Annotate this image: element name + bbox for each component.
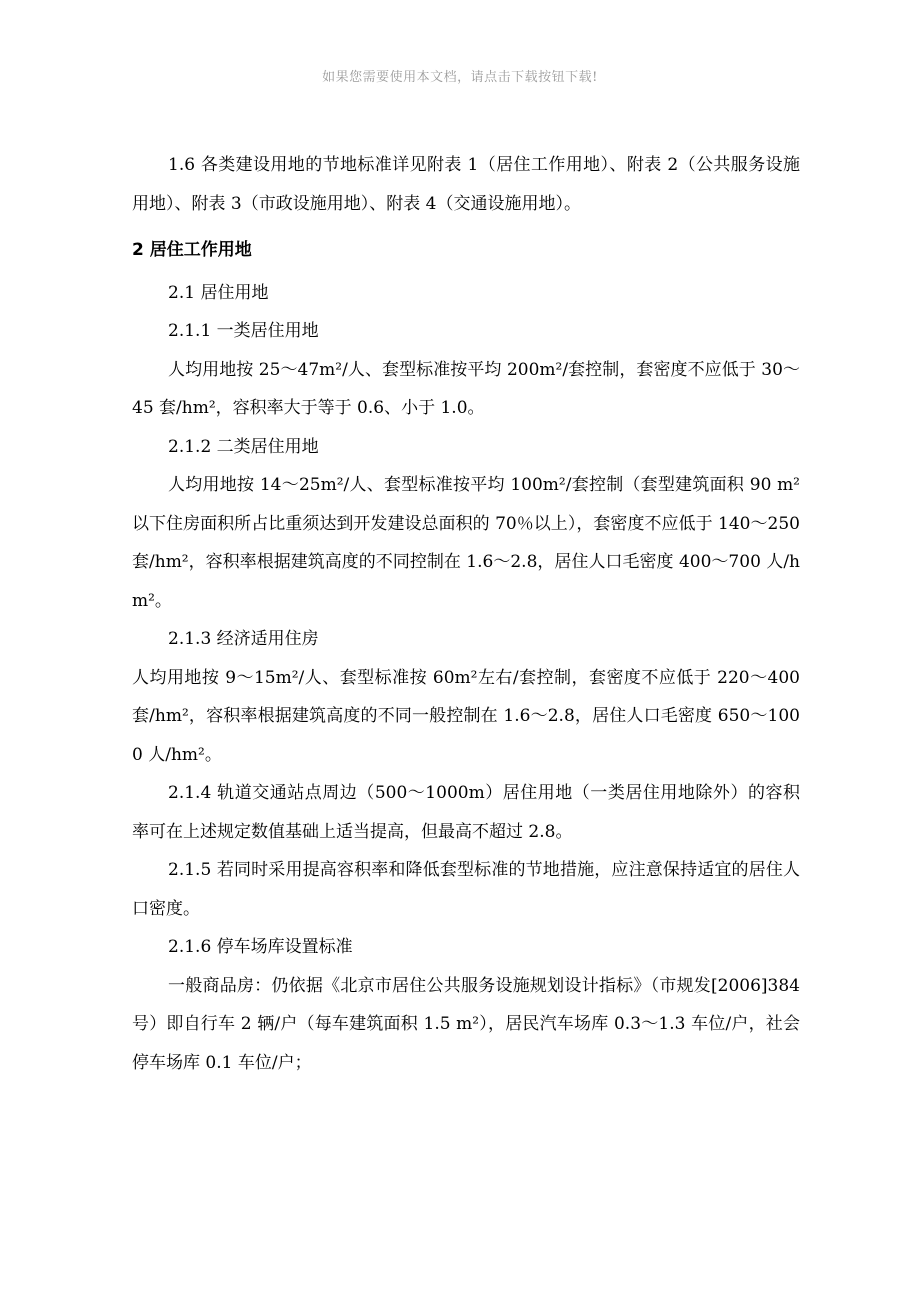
paragraph-2-1-2: 人均用地按 14～25m²/人、套型标准按平均 100m²/套控制（套型建筑面积 90 m²以下住房面积所占比重须达到开发建设总面积的 70％以上），套密度不应低于 140～250 套/hm²，容积率根据建筑高度的不同控制在 1.6～2.8，居住人口毛密度 400～700 人/hm²。 bbox=[132, 475, 800, 611]
paragraph-2-1-5: 2.1.5 若同时采用提高容积率和降低套型标准的节地措施，应注意保持适宜的居住人口密度。 bbox=[132, 860, 800, 919]
subheading-2-1-6: 2.1.6 停车场库设置标准 bbox=[168, 937, 353, 957]
paragraph-2-1-6: 一般商品房：仍依据《北京市居住公共服务设施规划设计指标》（市规发[2006]384 号）即自行车 2 辆/户（每车建筑面积 1.5 m²），居民汽车场库 0.3～1.3 车位/户，社会停车场库 0.1 车位/户； bbox=[132, 975, 800, 1073]
subheading-2-1-1: 2.1.1 一类居住用地 bbox=[168, 321, 319, 341]
document-body bbox=[132, 146, 800, 1082]
subheading-2-1: 2.1 居住用地 bbox=[168, 282, 269, 303]
paragraph-2-1-1: 人均用地按 25～47m²/人、套型标准按平均 200m²/套控制，套密度不应低于 30～45 套/hm²，容积率大于等于 0.6、小于 1.0。 bbox=[132, 359, 800, 418]
paragraph-2-1-4: 2.1.4 轨道交通站点周边（500～1000m）居住用地（一类居住用地除外）的容积率可在上述规定数值基础上适当提高，但最高不超过 2.8。 bbox=[132, 783, 800, 842]
download-watermark: 如果您需要使用本文档，请点击下载按钮下载! bbox=[322, 70, 598, 85]
paragraph-2-1-3: 人均用地按 9～15m²/人、套型标准按 60m²左右/套控制，套密度不应低于 220～400 套/hm²，容积率根据建筑高度的不同一般控制在 1.6～2.8，居住人口毛密度 650～1000 人/hm²。 bbox=[132, 667, 800, 765]
section-heading-2: 2 居住工作用地 bbox=[132, 240, 252, 260]
subheading-2-1-3: 2.1.3 经济适用住房 bbox=[168, 629, 319, 649]
subheading-2-1-2: 2.1.2 二类居住用地 bbox=[168, 436, 319, 457]
paragraph-1-6: 1.6 各类建设用地的节地标准详见附表 1（居住工作用地）、附表 2（公共服务设施用地）、附表 3（市政设施用地）、附表 4（交通设施用地）。 bbox=[132, 155, 800, 214]
